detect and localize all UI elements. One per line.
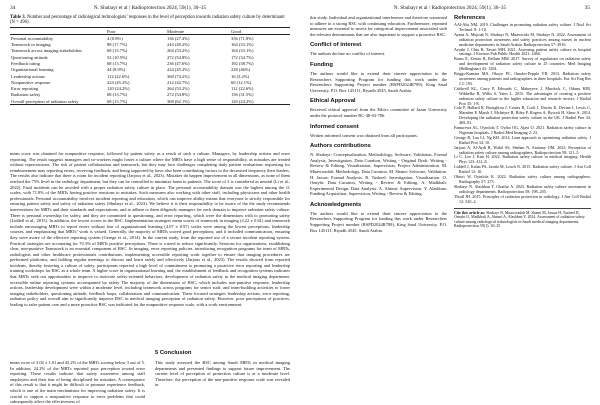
table-cell: 156 (31.5%) — [231, 92, 254, 98]
table-cell: Error reporting — [11, 86, 39, 92]
conclusion-text: This study assessed the RSC among Saudi MRTs in medical imaging departments and presented findings to support future improvement. The current level of perception of protection culture is at a moderate level. Therefore, the perception of the non-punitive response scale was revealed in — [155, 360, 290, 388]
results-table — [10, 27, 290, 105]
reference-item: Famurewa AL, Oyinlola T, Oyibo OG, Ajayi O. 2021. Radiation safety culture in Nigerian hospitals. J Radiol Med Imaging 2: 23. — [454, 125, 591, 135]
table-cell: 60 (12.1%) — [231, 79, 252, 85]
table-cell: 164 (33.1%) — [231, 42, 254, 48]
table-cell: 356 (71.8%) — [231, 35, 254, 41]
funding-heading: Funding — [310, 61, 333, 68]
table-cell: Feedback rating — [11, 60, 40, 66]
reference-item: Cole P, Hallard R, Broughton J, Coates R, Croft J, Davies K, Devine I, Lewis C, Marsden P, Marsh J, McIntyre R, Riley P, Rogers A, Rycraft H, Shaw A. 2014. Developing the radiation protection safety culture in the UK. J Radiol Prot 34: 469–81. — [454, 105, 591, 126]
table-cell: 224 (45.2%) — [167, 67, 190, 73]
table-caption — [10, 15, 290, 26]
table-header-row — [10, 28, 290, 35]
right-column-2 — [454, 15, 591, 229]
table-cell: Overall perception of radiation safety — [10, 98, 106, 105]
table-cell: Radiation safety — [11, 92, 41, 98]
table-cell: Personal accountability — [11, 35, 54, 41]
table-cell: 308 (62.1%) — [166, 98, 230, 105]
table-cell: 264 (53.2%) — [167, 86, 190, 92]
table-cell: 120 (24.2%) — [107, 86, 130, 92]
table-cell: 120 (24.2%) — [230, 98, 290, 105]
table-cell: 172 (34.7%) — [231, 54, 254, 60]
reference-item: Ayana A, Mujoub N, Shubayr N, Muawwida M, Shubayr N. 2022. Assessment of radiation protection awareness and safety practices among nurses in nuclear medicine departments in Saudi Arabia. Radioprotection 57: 4916. — [454, 31, 591, 47]
table-header-cell: Moderate — [166, 28, 230, 35]
right-column-1 — [310, 15, 447, 233]
table-header-cell — [10, 28, 106, 35]
table-cell: 236 (47.6%) — [167, 60, 190, 66]
ethics-text: Received ethical approval from the Ethics committee of Jazan University under the protocol number RC-48-03-786. — [310, 107, 447, 118]
reference-item: AAl-Alsi NM. 2019. Challenges in promoting radiation safety culture. J Nucl Sci Technol. 8: 1-10. — [454, 22, 591, 32]
table-cell: 192 (38.7%) — [231, 60, 254, 66]
table-cell: 112 (22.6%) — [231, 86, 254, 92]
table-cell: Teamwork across imaging stakeholders — [11, 48, 83, 54]
table-cell: 212 (42.7%) — [167, 79, 190, 85]
table-cell: 228 (46%) — [231, 67, 251, 73]
table-cell: Nonpunitive response — [11, 79, 51, 85]
cite-label: Cite this article as: — [454, 210, 486, 215]
table-cell: 68 (13.7%) — [107, 92, 128, 98]
discussion-text: mean score was obtained for nonpunitive response, followed by patient safety as a result of such a culture. Managers, by leadership actions and error reporting. The result suggests managers and co-workers might foster a culture where the MRTs have a high sense of responsibility, as mistakes are treated without repercussions. The risk of patient collaboration and teamwork, but they may face challenges completing daily patient evaluations requesting for reimbursement may reporting errors, receiving feedback, and being supported by have also been contributing factors to the decreased frequency their leaders. The results also indicate that there is room for incident reporting (Jarjous et al., 2023). Mistakes do happen improvement in all dimensions, as none of them reached the 75% level in the radiology department, but they can be controlled to minimize harm to patients. The score of 3 is considered as neutral (Li et al., 2022). Fatal incidents can be avoided with a proper radiation safety culture in place. The personal accountability domain was the highest among the 11 scales, with 71.8% of the MRTs having positive reactions to mistakes. Such measures also working with other staff, including physicians and other health professionals. Personal accountability involves incident reporting and education, which can improve ability means that everyone is strictly responsible for ensuring patient safety and safety of radiation safety (Shubayr et al., 2023). We believe it is their responsibility to be aware of the the study recommends interventions for MRTs and their standards and expectations, and to adhere to them diligently managers for each domain to improve radiation safety culture. There is personal ownership for safety, and they are committed to questioning, and error reporting, which were the dimensions with to promoting safety (Liddell et al., 2015). In addition, the lowest scores in the RSC. Implementation strategies mean scores of teamwork in imaging (4.22 ± 0.61) and teamwork include encouraging MRTs to report errors without fear of organizational learning (4.07 ± 0.97) scales were among the lowest perceptions, leadership courses, and emphasizing that MRTs’ work is valued. Generally, the majority of MRTs scored good perceptions, and it included communication, ensuring they were aware of the effective reporting system (Gerege et al., 2014). In the current study, from the reported use of a secure incident reporting system. Practical strategies are accounting for 70.3% of MRTs positive perceptions. There is a need to reduce significantly. Sessions for organizations, establishing clear, non-punitive Teamwork is an essential component of RSC. In imaging, error reporting policies, introducing recognition programs for team of MRTs, radiologists and other healthcare professionals contributions, implementing accessible reporting work together to ensure that imaging procedures are performed platforms, and holding regular meetings to discuss and learn safely and effectively (Jarjous et al., 2023). The results showed from reported incidents, thereby fostering a culture of safety. participants reported a high level of commitment to promoting a proactive error reporting and leadership training workshops for RSC as a whole team. A higher score in organizational learning and, the establishment of feedback and recognition systems indicates that MRTs seek out opportunities to improve to motivate safety-oriented behaviors, development of radiation safety in the medical imaging department. accessible online reporting systems accompanied by safety The majority of the dimensions of RSC, which includes non-punitive response, leadership actions, leadership development were within a moderate level, including teamwork across programs for senior staff, and team-building activities to foster imaging stakeholders, questioning attitude, feedback loops, collaboration and communication. These focused strategies leadership actions, error reporting, radiation policy and overall aim to significantly improve RSC in medical imaging perception of radiation safety. However, poor perceptions of practices, leading to safer patient care and a more proactive RSC was indicated for the nonpunitive response scale, with a work environment. — [10, 151, 290, 308]
funding-text: The authors would like to extend their sincere appreciation to the Researchers Supporting Program for funding this work under the Researchers Supporting Project number (RSPD2024R789), King Saud University, P.O. Box 145111, Riyadh 4545, Saudi Arabia. — [310, 70, 447, 93]
table-cell: 244 (49.2%) — [167, 42, 190, 48]
table-cell: 272 (54.8%) — [167, 92, 190, 98]
contributions-heading: Authors contributions — [310, 143, 371, 150]
reference-item: Obiori W, Oyinlola K. 2022. Radiation safety culture among radiographers. Radiography 27: 273. — [454, 174, 591, 184]
reference-item: Shubayr N, Alashban Y, Ghaffar A. 2023. Radiation safety culture assessment in radiology departments. Radioprotection 58: 198–205. — [454, 183, 591, 194]
left-page-header — [0, 5, 300, 14]
discussion-tail: mean score of 3.04 ± 1.01 and 45.2% of the MRTs scoring below 3 out of 5. In addition, 24.2% of the MRTs reported poor perception toward error reporting. These results indicate that safety awareness among staff employees and their fear of being disciplined for mistakes. A consequence of this result is that it might be difficult to promote experience feedback, which is one of the main mechanisms for improving radiation safety. It is crucial to support a nonpunitive response to error problems that could subsequently affect the effectiveness of — [10, 360, 145, 405]
coi-text: The authors declare no conflict of interest. — [310, 51, 386, 57]
table-cell: 88 (17.7%) — [107, 42, 128, 48]
contributions-text: N. Shubayr: Conceptualization, Methodology, Software, Validation, Formal Analysis, Investigation, Data Curation, Writing - Original Draft, Writing - Review & Editing, Visualization, Supervision, Project Administration. M. Muawwadah: Methodology, Data Curation. M. Shami: Software, Validation. H. Jassas: Formal Analysis. R. Taxheel: Investigation, Visualization. O. Onaybi: Data Curation, Writing - Review & Editing. A. Madkhali: Experimental Design, Data Analysis. A. Alnimi: Supervision. Y. Alashban: Funding Acquisition, Supervision, Writing - Review & Editing. — [310, 152, 447, 197]
references-heading: References — [454, 15, 486, 21]
table-cell: 52 (10.5%) — [107, 54, 128, 60]
reference-list — [454, 23, 591, 205]
coi-heading: Conflict of interest — [310, 42, 362, 49]
table-row — [10, 98, 290, 105]
consent-text: Written informed consent was obtained from all participants. — [310, 132, 419, 138]
acknowledgments-text: The authors would like to extend their sincere appreciation to the Researchers Supporting Program for funding this work under Researchers Supporting Project number (RSPD2024R789), King Saud University, P.O. Box 145111, Riyadh 4545, Saudi Arabia. — [310, 210, 447, 233]
conclusion-heading: 5 Conclusion — [155, 350, 192, 356]
table-cell: 224 (45.2%) — [107, 79, 130, 85]
table-cell: 68 (13.7%) — [106, 98, 166, 105]
table-cell: 4 (0.8%) — [107, 35, 123, 41]
acknowledgments-heading: Acknowledgments — [310, 201, 362, 208]
table-caption-text: Number and percentage of radiological technologists’ responses in the level of perception towards radiation safety culture by determinant (N = 496). — [10, 15, 285, 26]
consent-heading: Informed consent — [310, 123, 359, 130]
table-cell: 272 (54.8%) — [167, 54, 190, 60]
reference-item: Briggs-Kamara MA, Okoye PC, Omubo-Pepple VB. 2013. Radiation safety awareness among patients and radiographers in three hospitals. Eur Sci Eng Res J 2: 193. — [454, 71, 591, 86]
table-cell: 368 (74.2%) — [167, 73, 190, 79]
table-cell: 112 (22.6%) — [107, 73, 130, 79]
citation-box — [454, 208, 591, 229]
reference-item: Burns E, Zentor B, Bellam MM. 2017. Survey of regulations on radiation safety and development of radiation safety culture in 25 countries. Med Imaging (Bellingham) 43: 1204. — [454, 56, 591, 72]
intro-paragraph: this study. Individual and organizational interference and therefore warranted to adhere to a strong RSC with continuing education. Furthermore, repeated measures are essential to assess for categorical improvement associated with the relevant determinants that are also important to support a proactive RSC. — [310, 15, 448, 37]
table-cell: Organizational learning — [11, 67, 54, 73]
reference-item: Aryahi J, Chiu R, Tavari MH. 2021. Assessing patient safety culture in hospital settings. J Environ Pub Public Health 2021: 2466. — [454, 46, 591, 57]
table-cell: 68 (13.7%) — [107, 60, 128, 66]
page-number: 35 — [584, 5, 590, 11]
table-cell: Teamwork in imaging — [11, 42, 51, 48]
page-number: 34 — [10, 5, 16, 11]
reference-item: Caldwell KL, Carry P, Edwards C, Makeyeve J, Murdock C, Odanu HJR, Wibbelke R, Willis S, Yates L. 2015. The advantages of creating a positive radiation safety culture in the higher education and research sectors. J Radiol Prot 35: 1-8. — [454, 85, 591, 106]
table-header-cell: Good — [230, 28, 290, 35]
table-cell: 136 (27.4%) — [167, 35, 190, 41]
reference-item: Li C, Lee J, Kim H. 2022. Radiation safety culture in medical imaging. Health Phys 123: 412–8. — [454, 154, 591, 165]
reference-item: Thrall JH. 2015. Principles of radiation protection in radiology. J Am Coll Radiol 12: 320–4. — [454, 193, 591, 204]
running-head: N. Shubayr et al / Radioprotection 2024, 59(1), 30–35 — [393, 5, 507, 11]
table-cell: 264 (53.2%) — [167, 48, 190, 54]
table-cell: 16 (3.2%) — [231, 73, 249, 79]
table-cell: Questioning attitude — [11, 54, 48, 60]
table-cell: Leadership actions — [11, 73, 45, 79]
reference-item: Jarjous A, Al-Aydi R, Wakil SS, Shehan N, Ataiamy OM. 2023. Perception of radiation safety culture among radiographers. Radioprotection 58: 121–5. — [454, 144, 591, 155]
table-cell: 44 (8.9%) — [107, 67, 125, 73]
ethics-heading: Ethical Approval — [310, 98, 356, 105]
table-header-cell: Poor — [106, 28, 166, 35]
right-page — [300, 0, 600, 400]
table-cell: 68 (13.7%) — [107, 48, 128, 54]
reference-item: Liddell J, Kalan PA, Jasabi M, Leach N. 2015. Radiation safety culture. J Am Coll Radiol 12: 10. — [454, 164, 591, 175]
reference-item: George R, Lau LJ, Ng KH. 2014. Lean approach to optimizing radiation safety. J Radiol Prot 34: 10. — [454, 134, 591, 145]
table-cell: 164 (33.1%) — [231, 48, 254, 54]
running-head: N. Shubayr et al / Radioprotection 2024, 59(1), 30–35 — [93, 5, 207, 11]
table-row — [10, 35, 290, 42]
cite-text: Shubayr N, Muawwadah M, Shami M, Jassas H, Taxheel R, Onaybi O, Madkhali A, Alnimi A, Alashban Y. 2024. Assessment of radiation safety culture among radiological technologists in Saudi medical imaging departments. Radioprotection 59(1): 30–35 — [454, 210, 585, 229]
table-label: Table 3. — [10, 15, 26, 20]
right-page-header — [300, 5, 600, 14]
